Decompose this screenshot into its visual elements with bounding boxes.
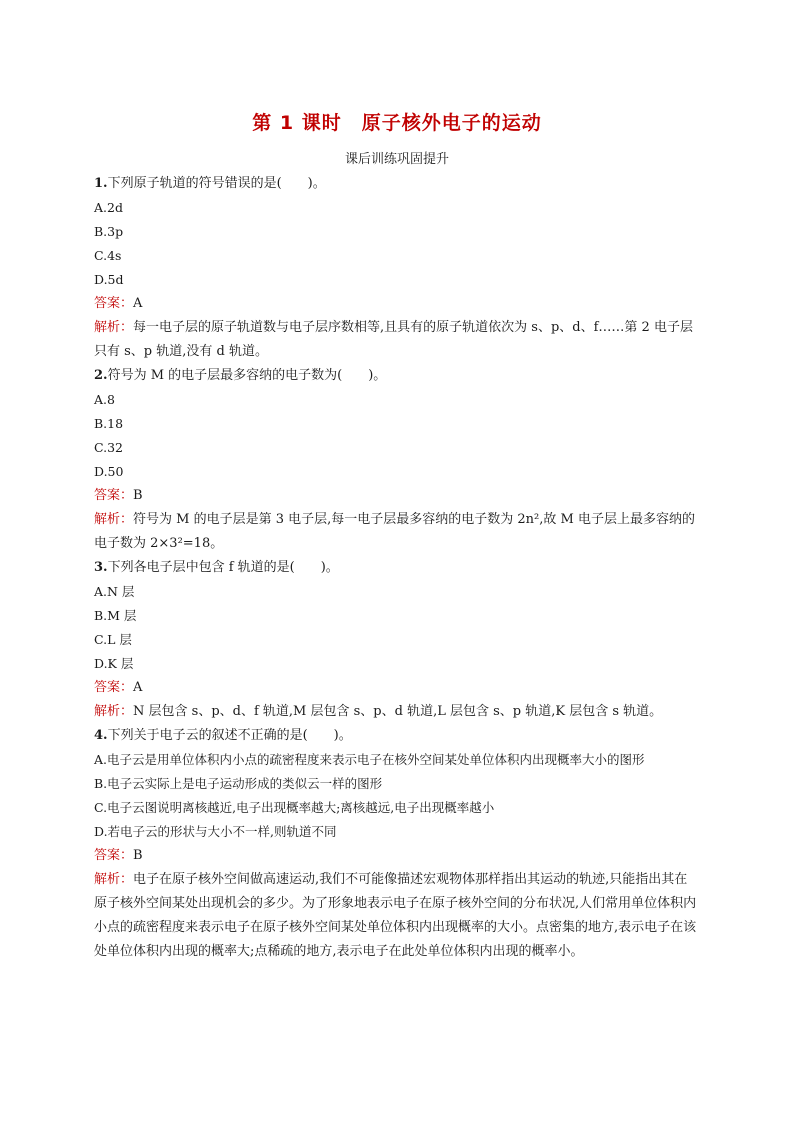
- question-number: 4.: [94, 728, 108, 743]
- option-b: B.M 层: [94, 608, 137, 623]
- answer-line: [94, 484, 700, 508]
- answer-label: 答案：: [94, 680, 134, 695]
- question-number: 1.: [94, 176, 108, 191]
- question-stem: [94, 172, 700, 196]
- question-stem: [94, 364, 700, 388]
- explanation-label: 解析：: [94, 872, 134, 887]
- explanation-label: 解析：: [94, 512, 134, 527]
- page-title: 第 1 课时 原子核外电子的运动: [252, 112, 542, 134]
- answer-line: [94, 292, 700, 316]
- explanation-text: 每一电子层的原子轨道数与电子层序数相等,且具有的原子轨道依次为 s、p、d、f……第 2 电子层只有 s、p 轨道,没有 d 轨道。: [94, 320, 693, 359]
- option-c: C.4s: [94, 248, 122, 263]
- answer-line: [94, 676, 700, 700]
- question-text: 下列原子轨道的符号错误的是( )。: [107, 176, 326, 191]
- question-stem: [94, 724, 700, 748]
- question-3: [94, 556, 700, 724]
- option-a: A.N 层: [94, 584, 135, 599]
- explanation-text: 符号为 M 的电子层是第 3 电子层,每一电子层最多容纳的电子数为 2n²,故 M 电子层上最多容纳的电子数为 2×3²=18。: [94, 512, 695, 551]
- question-list: [94, 172, 700, 964]
- explanation: [94, 508, 700, 556]
- answer-value: B: [133, 848, 143, 863]
- option-a: A.电子云是用单位体积内小点的疏密程度来表示电子在核外空间某处单位体积内出现概率大小的图形: [94, 752, 645, 767]
- explanation: [94, 316, 700, 364]
- option-b: B.3p: [94, 224, 124, 239]
- option-c: C.L 层: [94, 632, 132, 647]
- option-a: A.8: [94, 392, 115, 407]
- question-4: [94, 724, 700, 964]
- question-text: 下列关于电子云的叙述不正确的是( )。: [107, 728, 352, 743]
- option-b: B.18: [94, 416, 124, 431]
- option-d: D.若电子云的形状与大小不一样,则轨道不同: [94, 824, 337, 839]
- explanation-label: 解析：: [94, 320, 134, 335]
- question-1: [94, 172, 700, 364]
- option-c: C.电子云图说明离核越近,电子出现概率越大;离核越远,电子出现概率越小: [94, 800, 495, 815]
- answer-value: A: [133, 680, 143, 695]
- answer-label: 答案：: [94, 848, 134, 863]
- option-b: B.电子云实际上是电子运动形成的类似云一样的图形: [94, 776, 383, 791]
- option-d: D.K 层: [94, 656, 134, 671]
- answer-line: [94, 844, 700, 868]
- question-stem: [94, 556, 700, 580]
- explanation-label: 解析：: [94, 704, 134, 719]
- answer-value: A: [133, 296, 143, 311]
- explanation: [94, 868, 700, 964]
- answer-value: B: [133, 488, 143, 503]
- option-c: C.32: [94, 440, 123, 455]
- question-text: 符号为 M 的电子层最多容纳的电子数为( )。: [107, 368, 387, 383]
- question-number: 3.: [94, 560, 108, 575]
- explanation-text: N 层包含 s、p、d、f 轨道,M 层包含 s、p、d 轨道,L 层包含 s、p 轨道,K 层包含 s 轨道。: [133, 704, 663, 719]
- question-number: 2.: [94, 368, 108, 383]
- explanation-text: 电子在原子核外空间做高速运动,我们不可能像描述宏观物体那样指出其运动的轨迹,只能指出其在原子核外空间某处出现机会的多少。为了形象地表示电子在原子核外空间的分布状况,人们常用单位体积内小点的疏密程度来表示电子在原子核外空间某处单位体积内出现概率的大小。点密集的地方,表示电子在该处单位体积内出现的概率大;点稀疏的地方,表示电子在此处单位体积内出现的概率小。: [94, 872, 697, 959]
- answer-label: 答案：: [94, 296, 134, 311]
- option-d: D.50: [94, 464, 124, 479]
- page-subtitle: 课后训练巩固提升: [344, 152, 449, 167]
- question-text: 下列各电子层中包含 f 轨道的是( )。: [107, 560, 339, 575]
- question-2: [94, 364, 700, 556]
- option-a: A.2d: [94, 200, 123, 215]
- option-d: D.5d: [94, 272, 124, 287]
- answer-label: 答案：: [94, 488, 134, 503]
- explanation: [94, 700, 700, 724]
